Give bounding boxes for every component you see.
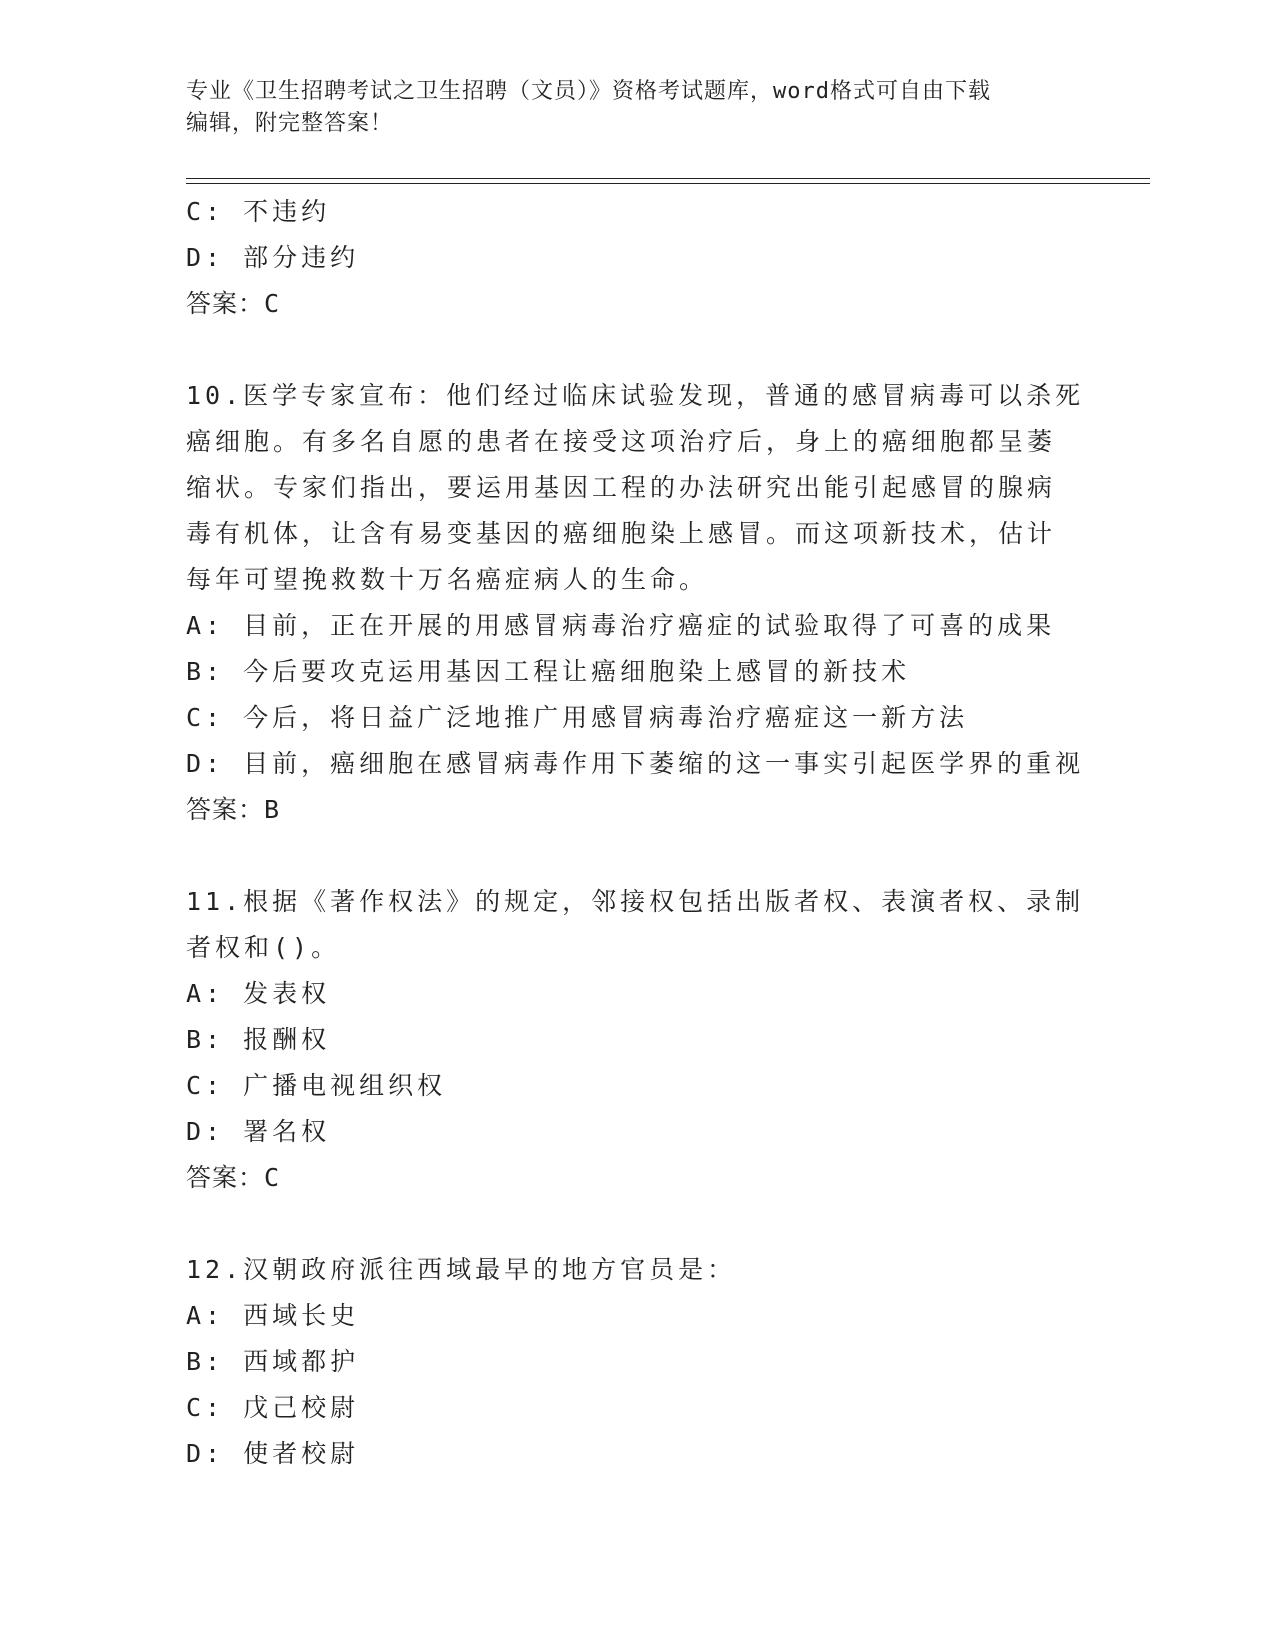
q11-stem (186, 879, 1086, 971)
header-line-1: 专业《卫生招聘考试之卫生招聘（文员）》资格考试题库，word格式可自由下载 (186, 79, 991, 104)
q10-stem-line: 每年可望挽救数十万名癌症病人的生命。 (186, 565, 709, 594)
q10-option-b: B: 今后要攻克运用基因工程让癌细胞染上感冒的新技术 (186, 657, 911, 686)
q12-option-d: D: 使者校尉 (186, 1439, 360, 1468)
spacer (186, 1201, 1086, 1247)
q12-option-a: A: 西域长史 (186, 1301, 360, 1330)
q12-stem: 12.汉朝政府派往西域最早的地方官员是： (186, 1255, 737, 1284)
spacer (186, 833, 1086, 879)
header-line-2: 编辑，附完整答案！ (186, 111, 394, 136)
q11-answer: 答案：C (186, 1163, 281, 1192)
question-11 (186, 879, 1086, 1201)
question-9-tail (186, 189, 1086, 327)
question-12 (186, 1247, 1086, 1477)
q12-option-c: C: 戊己校尉 (186, 1393, 360, 1422)
document-header (186, 76, 1066, 140)
q11-option-a: A: 发表权 (186, 979, 331, 1008)
q11-option-c: C: 广播电视组织权 (186, 1071, 447, 1100)
question-list (186, 189, 1086, 1477)
q12-option-b: B: 西域都护 (186, 1347, 360, 1376)
header-divider-bottom (186, 183, 1150, 184)
q10-stem-line: 癌细胞。有多名自愿的患者在接受这项治疗后，身上的癌细胞都呈萎 (186, 427, 1057, 456)
q11-option-b: B: 报酬权 (186, 1025, 331, 1054)
q9-option-c: C: 不违约 (186, 197, 331, 226)
question-10 (186, 373, 1086, 833)
q11-stem-line: 11.根据《著作权法》的规定，邻接权包括出版者权、表演者权、录制 (186, 887, 1085, 916)
q11-stem-line: 者权和()。 (186, 933, 341, 962)
q10-option-d: D: 目前，癌细胞在感冒病毒作用下萎缩的这一事实引起医学界的重视 (186, 749, 1085, 778)
q9-answer: 答案：C (186, 289, 281, 318)
q10-stem-line: 毒有机体，让含有易变基因的癌细胞染上感冒。而这项新技术，估计 (186, 519, 1057, 548)
q11-option-d: D: 署名权 (186, 1117, 331, 1146)
q10-answer: 答案：B (186, 795, 281, 824)
header-divider-top (186, 178, 1150, 179)
spacer (186, 327, 1086, 373)
q10-option-a: A: 目前，正在开展的用感冒病毒治疗癌症的试验取得了可喜的成果 (186, 611, 1056, 640)
q10-option-c: C: 今后，将日益广泛地推广用感冒病毒治疗癌症这一新方法 (186, 703, 969, 732)
q10-stem-line: 10.医学专家宣布：他们经过临床试验发现，普通的感冒病毒可以杀死 (186, 381, 1085, 410)
q10-stem-line: 缩状。专家们指出，要运用基因工程的办法研究出能引起感冒的腺病 (186, 473, 1057, 502)
q10-stem (186, 373, 1086, 603)
q9-option-d: D: 部分违约 (186, 243, 360, 272)
